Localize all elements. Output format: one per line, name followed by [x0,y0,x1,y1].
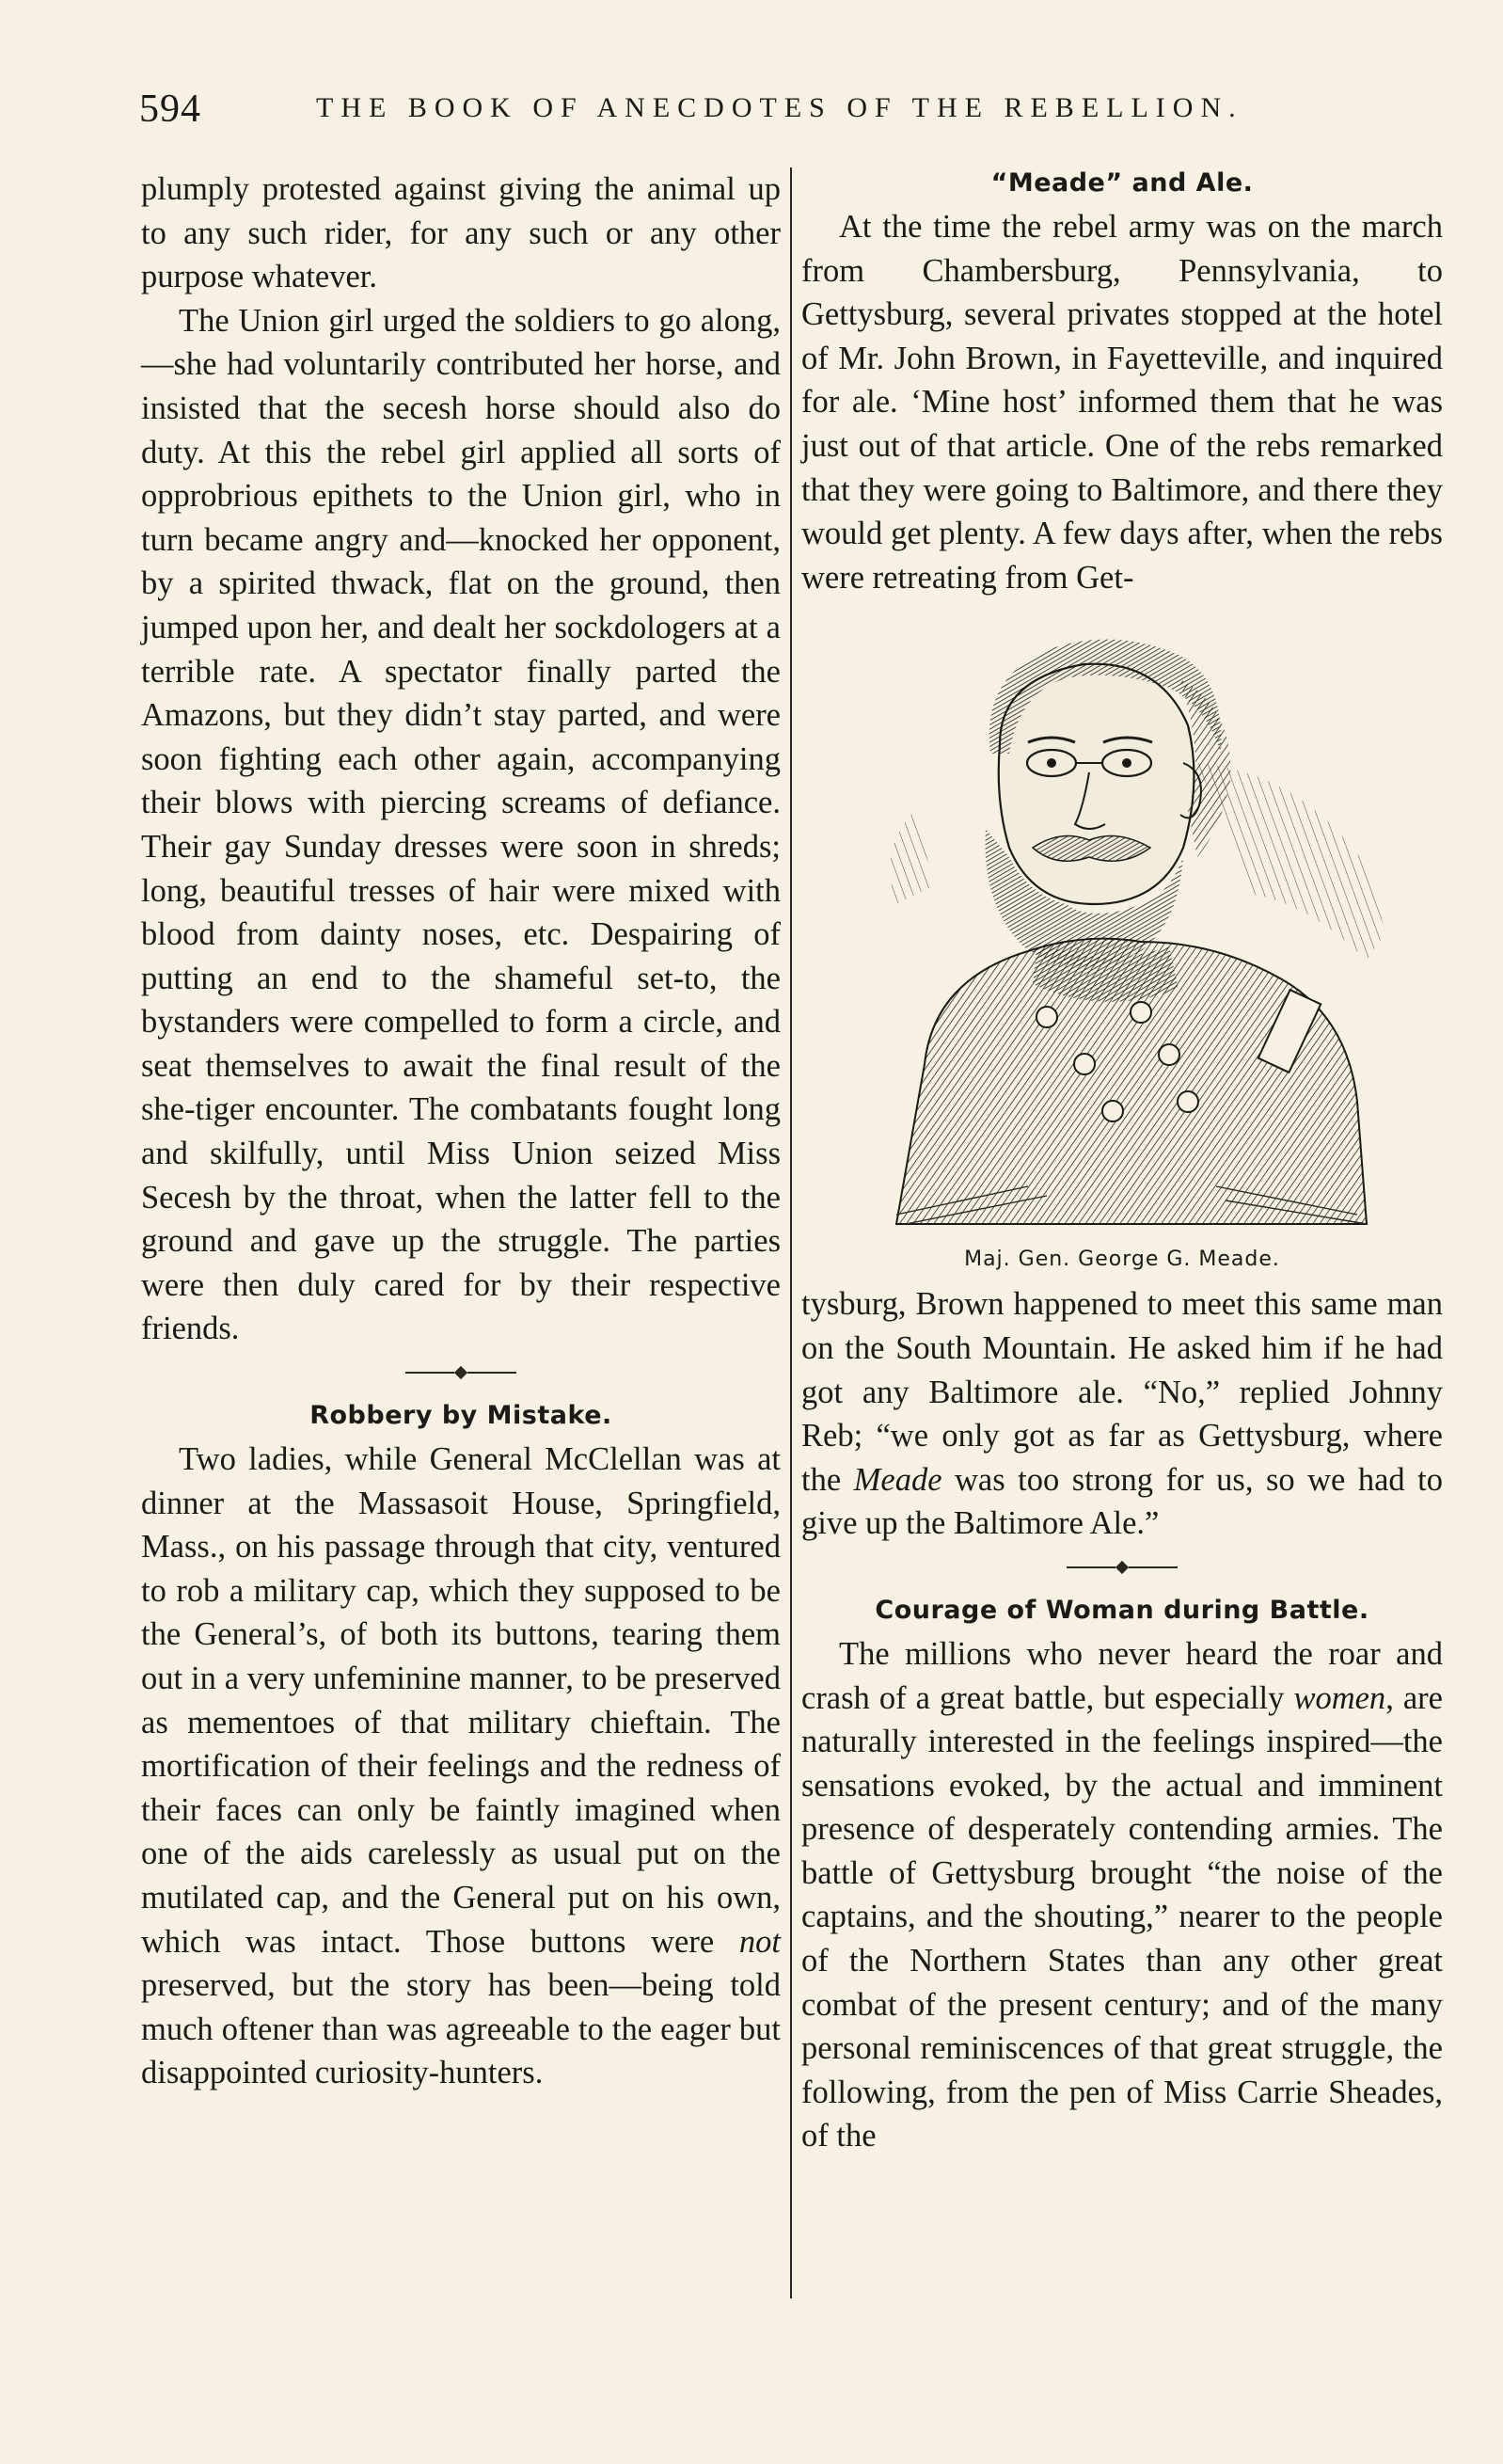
portrait-caption: Maj. Gen. George G. Meade. [964,1248,1280,1272]
emphasis-women: women [1293,1679,1386,1716]
section-divider-right [801,1546,1443,1589]
paragraph-union-girl: The Union girl urged the soldiers to go along,—she had voluntarily contributed her horse, and insisted that the secesh horse should also do duty. At this the rebel girl applied all sorts of opprobrious epithets to the Union girl, who in turn became angry and—knocked her opponent, by a spirited thwack, flat on the ground, then jumped upon her, and dealt her sockdologers at a terrible rate. A spectator finally parted the Amazons, but they didn’t stay parted, and were soon fighting each other again, accompanying their blows with piercing screams of defiance. Their gay Sunday dresses were soon in shreds; long, beautiful tresses of hair were mixed with blood from dainty noses, etc. Despairing of putting an end to the shameful set-to, the bystanders were compelled to form a circle, and seat themselves to await the final result of the she-tiger encounter. The combatants fought long and skilfully, until Miss Union seized Miss Secesh by the throat, when the latter fell to the ground and gave up the struggle. The parties were then duly cared for by their respective friends. [141,302,781,1347]
portrait-engraving [801,612,1443,1233]
paragraph-meade-before: At the time the rebel army was on the march from Chambersburg, Pennsylvania, to Gettysburg, several privates stopped at the hotel of Mr. John Brown, in Fayetteville, and inquired for ale. ‘Mine host’ informed them that he was just out of that article. One of the rebs remarked that they were going to Baltimore, and there they would get plenty. A few days after, when the rebs were retreating from Get- [801,209,1443,596]
paragraph-robbery: Two ladies, while General McClellan was at dinner at the Massasoit House, Springfield, Mass., on his passage through that city, ventured to rob a military cap, which they supposed to be the General’s, of both its buttons, tearing them out in a very unfeminine manner, to be preserved as mementoes of that military chieftain. The mortification of their feelings and the redness of their faces can only be faintly imagined when one of the aids carelessly as usual put on the mutilated cap, and the General put on his own, which was intact. Those buttons were not preserved, but the story has been—being told much oftener than was agreeable to the eager but disappointed curiosity-hunters. [141,1441,781,2091]
paragraph-meade-after: tysburg, Brown happened to meet this same man on the South Mountain. He asked him if he had got any Baltimore ale. “No,” replied Johnny Reb; “we only got as far as Gettysburg, where the Meade was too strong for us, so we had to give up the Baltimore Ale.” [801,1286,1443,1542]
page-number: 594 [139,87,201,131]
emphasis-meade: Meade [853,1461,942,1498]
running-title: THE BOOK OF ANECDOTES OF THE REBELLION. [316,92,1243,123]
left-column [141,167,781,2095]
section-divider [141,1351,781,1394]
right-column [801,167,1443,2158]
meade-portrait-image [859,622,1385,1233]
paragraph-courage: The millions who never heard the roar and crash of a great battle, but especially women, are naturally interested in the feelings inspired—the sensations evoked, by the actual and imminent presence of desperately contending armies. The battle of Gettysburg brought “the noise of the captains, and the shouting,” nearer to the people of the Northern States than any other great combat of the present century; and of the many personal reminiscences of that great struggle, the following, from the pen of Miss Carrie Sheades, of the [801,1635,1443,2154]
page-header [139,87,1277,143]
continuation-paragraph: plumply protested against giving the animal up to any such rider, for any such or any other purpose whatever. [141,171,781,295]
emphasis-not: not [738,1923,781,1960]
section-title-robbery: Robbery by Mistake. [309,1401,612,1431]
section-title-meade-ale: “Meade” and Ale. [990,168,1254,198]
column-divider [790,167,792,2298]
section-title-courage: Courage of Woman during Battle. [875,1595,1369,1625]
